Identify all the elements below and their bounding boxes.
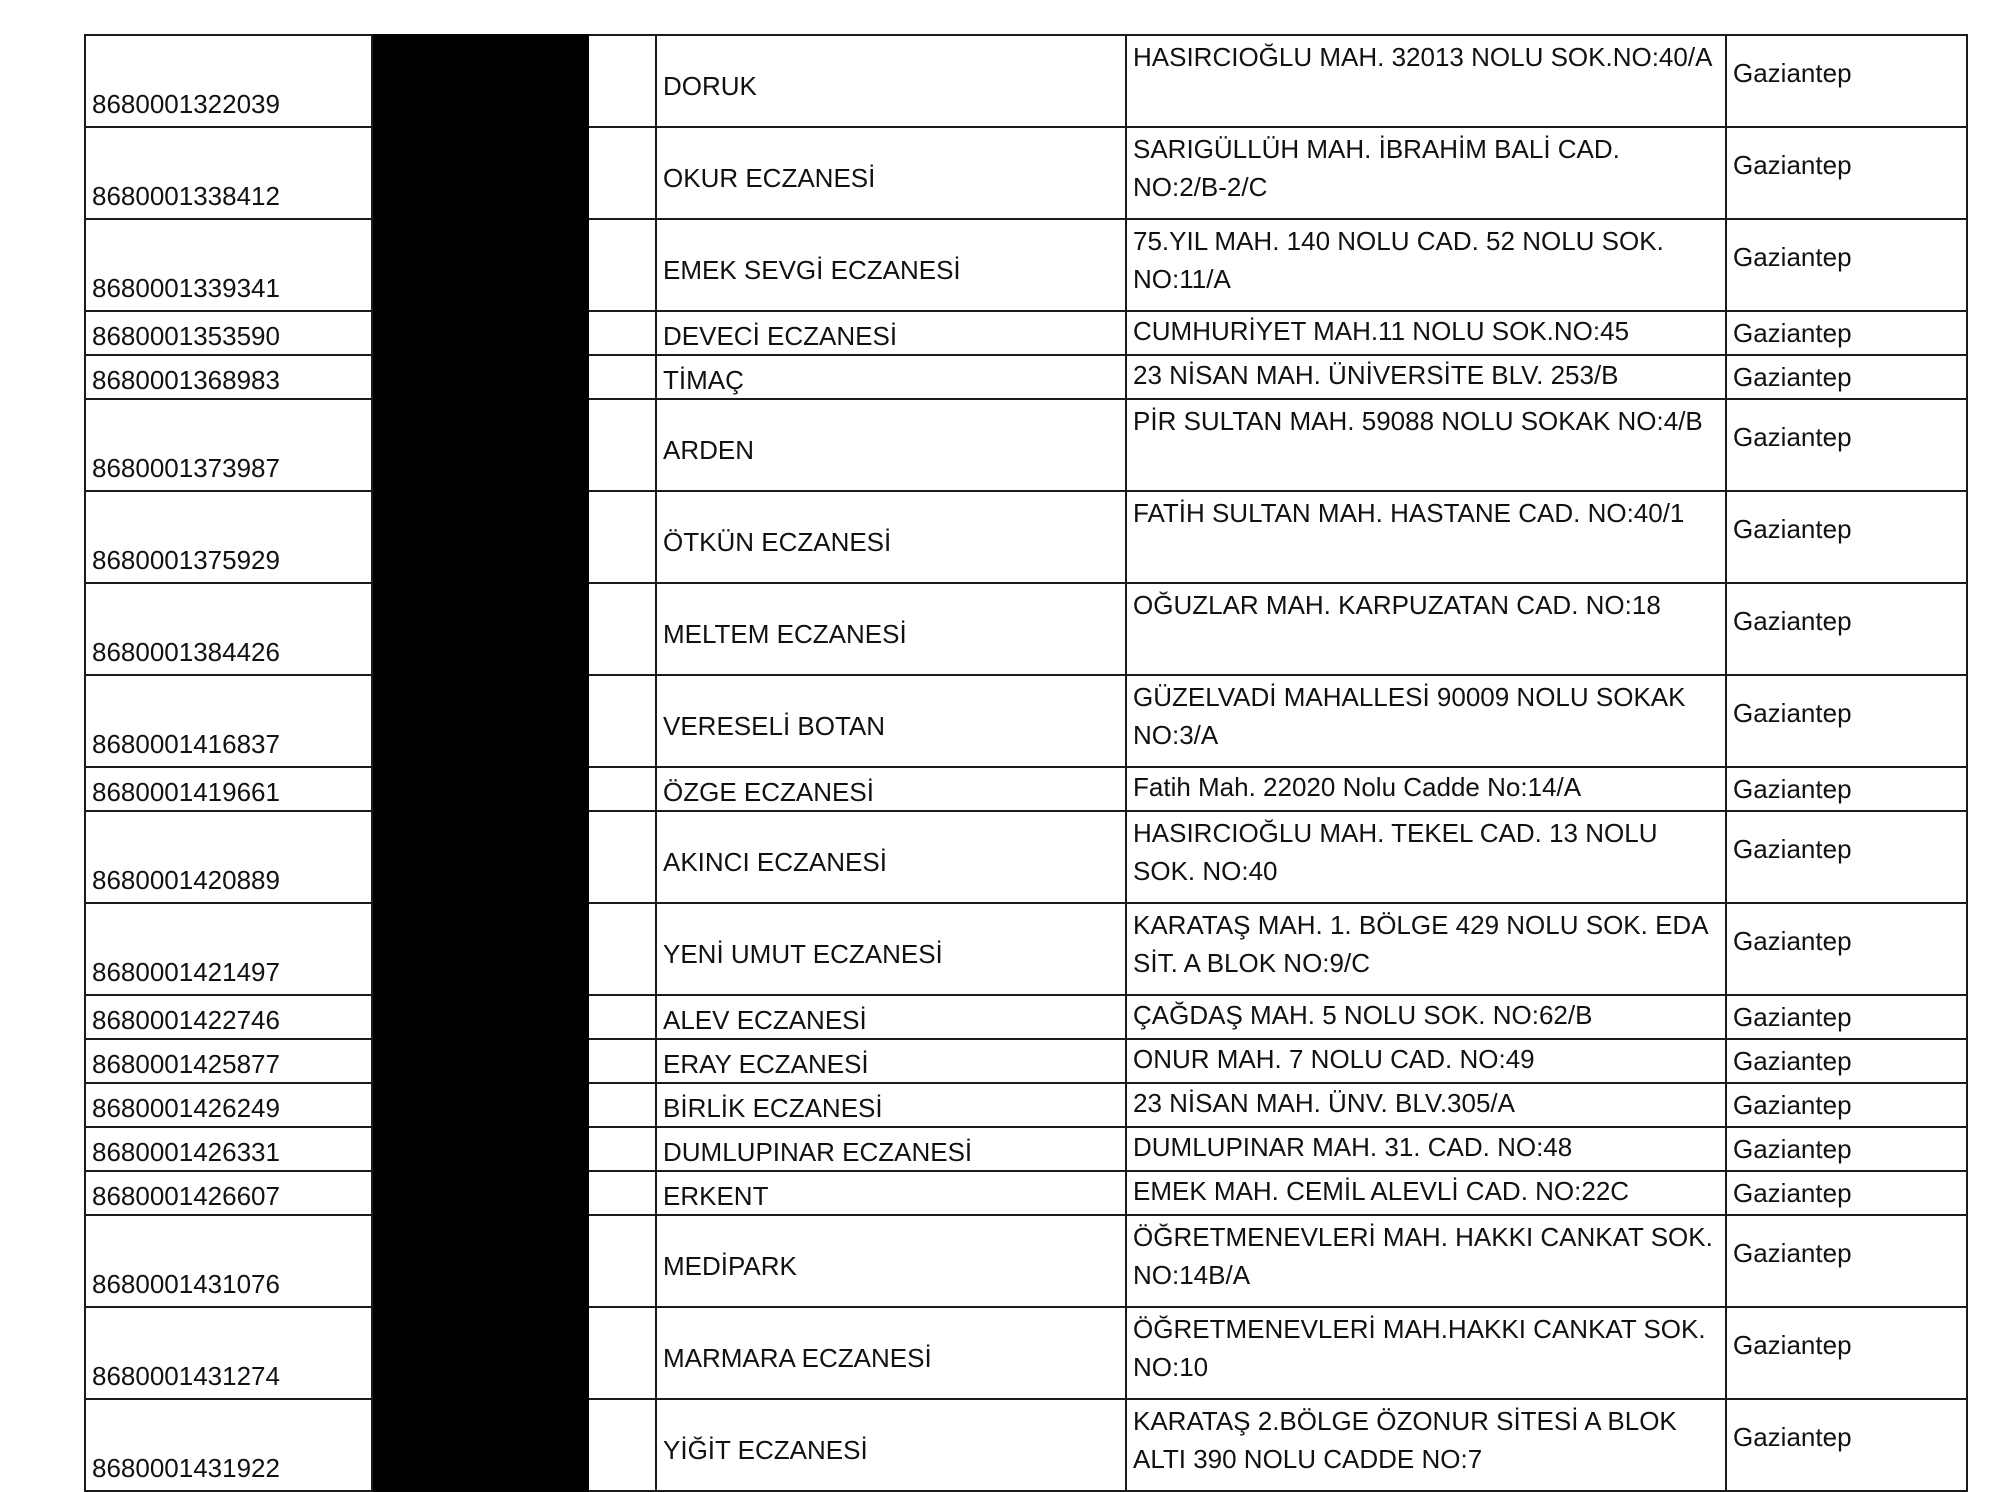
redacted-cell [372,1171,588,1215]
blank-cell [588,219,656,311]
address-cell: ÇAĞDAŞ MAH. 5 NOLU SOK. NO:62/B [1126,995,1726,1039]
blank-cell [588,767,656,811]
city-cell: Gaziantep [1726,491,1967,583]
address-cell: ÖĞRETMENEVLERİ MAH.HAKKI CANKAT SOK. NO:10 [1126,1307,1726,1399]
pharmacy-table-body [85,35,1967,1491]
table-row [85,1171,1967,1215]
pharmacy-table [84,34,1968,1492]
gln-code-cell: 8680001368983 [85,355,372,399]
city-cell: Gaziantep [1726,127,1967,219]
blank-cell [588,1171,656,1215]
pharmacy-name-cell: MEDİPARK [656,1215,1126,1307]
table-row [85,1215,1967,1307]
redacted-cell [372,35,588,127]
address-cell: PİR SULTAN MAH. 59088 NOLU SOKAK NO:4/B [1126,399,1726,491]
redacted-cell [372,583,588,675]
gln-code-cell: 8680001373987 [85,399,372,491]
redacted-cell [372,399,588,491]
address-cell: SARIGÜLLÜH MAH. İBRAHİM BALİ CAD. NO:2/B-2/C [1126,127,1726,219]
table-row [85,355,1967,399]
redacted-cell [372,1399,588,1491]
address-cell: KARATAŞ MAH. 1. BÖLGE 429 NOLU SOK. EDA SİT. A BLOK NO:9/C [1126,903,1726,995]
gln-code-cell: 8680001426607 [85,1171,372,1215]
table-row [85,399,1967,491]
table-row [85,1307,1967,1399]
city-cell: Gaziantep [1726,1083,1967,1127]
address-cell: 23 NİSAN MAH. ÜNV. BLV.305/A [1126,1083,1726,1127]
blank-cell [588,399,656,491]
pharmacy-name-cell: MARMARA ECZANESİ [656,1307,1126,1399]
gln-code-cell: 8680001420889 [85,811,372,903]
pharmacy-name-cell: DORUK [656,35,1126,127]
table-row [85,35,1967,127]
redacted-cell [372,1039,588,1083]
redacted-cell [372,1307,588,1399]
blank-cell [588,1307,656,1399]
city-cell: Gaziantep [1726,1039,1967,1083]
blank-cell [588,903,656,995]
table-row [85,583,1967,675]
gln-code-cell: 8680001338412 [85,127,372,219]
blank-cell [588,127,656,219]
redacted-cell [372,811,588,903]
redacted-cell [372,311,588,355]
city-cell: Gaziantep [1726,35,1967,127]
pharmacy-name-cell: ERAY ECZANESİ [656,1039,1126,1083]
table-row [85,811,1967,903]
address-cell: ONUR MAH. 7 NOLU CAD. NO:49 [1126,1039,1726,1083]
gln-code-cell: 8680001431922 [85,1399,372,1491]
gln-code-cell: 8680001322039 [85,35,372,127]
table-row [85,311,1967,355]
address-cell: FATİH SULTAN MAH. HASTANE CAD. NO:40/1 [1126,491,1726,583]
pharmacy-name-cell: AKINCI ECZANESİ [656,811,1126,903]
table-row [85,995,1967,1039]
pharmacy-name-cell: ALEV ECZANESİ [656,995,1126,1039]
city-cell: Gaziantep [1726,219,1967,311]
city-cell: Gaziantep [1726,1171,1967,1215]
pharmacy-name-cell: MELTEM ECZANESİ [656,583,1126,675]
pharmacy-name-cell: YİĞİT ECZANESİ [656,1399,1126,1491]
table-row [85,1083,1967,1127]
blank-cell [588,1215,656,1307]
address-cell: 75.YIL MAH. 140 NOLU CAD. 52 NOLU SOK. NO:11/A [1126,219,1726,311]
blank-cell [588,1039,656,1083]
address-cell: 23 NİSAN MAH. ÜNİVERSİTE BLV. 253/B [1126,355,1726,399]
pharmacy-name-cell: BİRLİK ECZANESİ [656,1083,1126,1127]
city-cell: Gaziantep [1726,675,1967,767]
city-cell: Gaziantep [1726,1307,1967,1399]
address-cell: CUMHURİYET MAH.11 NOLU SOK.NO:45 [1126,311,1726,355]
table-row [85,1127,1967,1171]
table-row [85,767,1967,811]
pharmacy-name-cell: ÖZGE ECZANESİ [656,767,1126,811]
blank-cell [588,311,656,355]
gln-code-cell: 8680001339341 [85,219,372,311]
gln-code-cell: 8680001431076 [85,1215,372,1307]
gln-code-cell: 8680001353590 [85,311,372,355]
gln-code-cell: 8680001416837 [85,675,372,767]
city-cell: Gaziantep [1726,399,1967,491]
city-cell: Gaziantep [1726,1127,1967,1171]
table-row [85,491,1967,583]
table-row [85,1039,1967,1083]
redacted-cell [372,1215,588,1307]
redacted-cell [372,767,588,811]
blank-cell [588,995,656,1039]
city-cell: Gaziantep [1726,355,1967,399]
gln-code-cell: 8680001425877 [85,1039,372,1083]
pharmacy-name-cell: YENİ UMUT ECZANESİ [656,903,1126,995]
blank-cell [588,355,656,399]
redacted-cell [372,127,588,219]
table-row [85,903,1967,995]
blank-cell [588,811,656,903]
blank-cell [588,35,656,127]
blank-cell [588,1127,656,1171]
gln-code-cell: 8680001426249 [85,1083,372,1127]
gln-code-cell: 8680001421497 [85,903,372,995]
city-cell: Gaziantep [1726,811,1967,903]
gln-code-cell: 8680001422746 [85,995,372,1039]
table-row [85,1399,1967,1491]
pharmacy-name-cell: TİMAÇ [656,355,1126,399]
redacted-cell [372,675,588,767]
address-cell: GÜZELVADİ MAHALLESİ 90009 NOLU SOKAK NO:3/A [1126,675,1726,767]
redacted-cell [372,903,588,995]
redacted-cell [372,355,588,399]
address-cell: Fatih Mah. 22020 Nolu Cadde No:14/A [1126,767,1726,811]
address-cell: OĞUZLAR MAH. KARPUZATAN CAD. NO:18 [1126,583,1726,675]
redacted-cell [372,1083,588,1127]
gln-code-cell: 8680001431274 [85,1307,372,1399]
address-cell: KARATAŞ 2.BÖLGE ÖZONUR SİTESİ A BLOK ALTI 390 NOLU CADDE NO:7 [1126,1399,1726,1491]
blank-cell [588,675,656,767]
redacted-cell [372,491,588,583]
city-cell: Gaziantep [1726,903,1967,995]
city-cell: Gaziantep [1726,583,1967,675]
gln-code-cell: 8680001426331 [85,1127,372,1171]
gln-code-cell: 8680001375929 [85,491,372,583]
redacted-cell [372,219,588,311]
table-row [85,675,1967,767]
pharmacy-name-cell: DEVECİ ECZANESİ [656,311,1126,355]
address-cell: HASIRCIOĞLU MAH. TEKEL CAD. 13 NOLU SOK. NO:40 [1126,811,1726,903]
blank-cell [588,491,656,583]
address-cell: DUMLUPINAR MAH. 31. CAD. NO:48 [1126,1127,1726,1171]
redacted-cell [372,995,588,1039]
city-cell: Gaziantep [1726,1215,1967,1307]
pharmacy-name-cell: DUMLUPINAR ECZANESİ [656,1127,1126,1171]
table-row [85,219,1967,311]
blank-cell [588,1399,656,1491]
address-cell: EMEK MAH. CEMİL ALEVLİ CAD. NO:22C [1126,1171,1726,1215]
pharmacy-name-cell: OKUR ECZANESİ [656,127,1126,219]
pharmacy-name-cell: VERESELİ BOTAN [656,675,1126,767]
pharmacy-name-cell: EMEK SEVGİ ECZANESİ [656,219,1126,311]
gln-code-cell: 8680001384426 [85,583,372,675]
address-cell: ÖĞRETMENEVLERİ MAH. HAKKI CANKAT SOK. NO:14B/A [1126,1215,1726,1307]
city-cell: Gaziantep [1726,311,1967,355]
table-row [85,127,1967,219]
redacted-cell [372,1127,588,1171]
city-cell: Gaziantep [1726,995,1967,1039]
pharmacy-name-cell: ÖTKÜN ECZANESİ [656,491,1126,583]
blank-cell [588,1083,656,1127]
city-cell: Gaziantep [1726,767,1967,811]
address-cell: HASIRCIOĞLU MAH. 32013 NOLU SOK.NO:40/A [1126,35,1726,127]
pharmacy-name-cell: ERKENT [656,1171,1126,1215]
gln-code-cell: 8680001419661 [85,767,372,811]
pharmacy-name-cell: ARDEN [656,399,1126,491]
city-cell: Gaziantep [1726,1399,1967,1491]
blank-cell [588,583,656,675]
